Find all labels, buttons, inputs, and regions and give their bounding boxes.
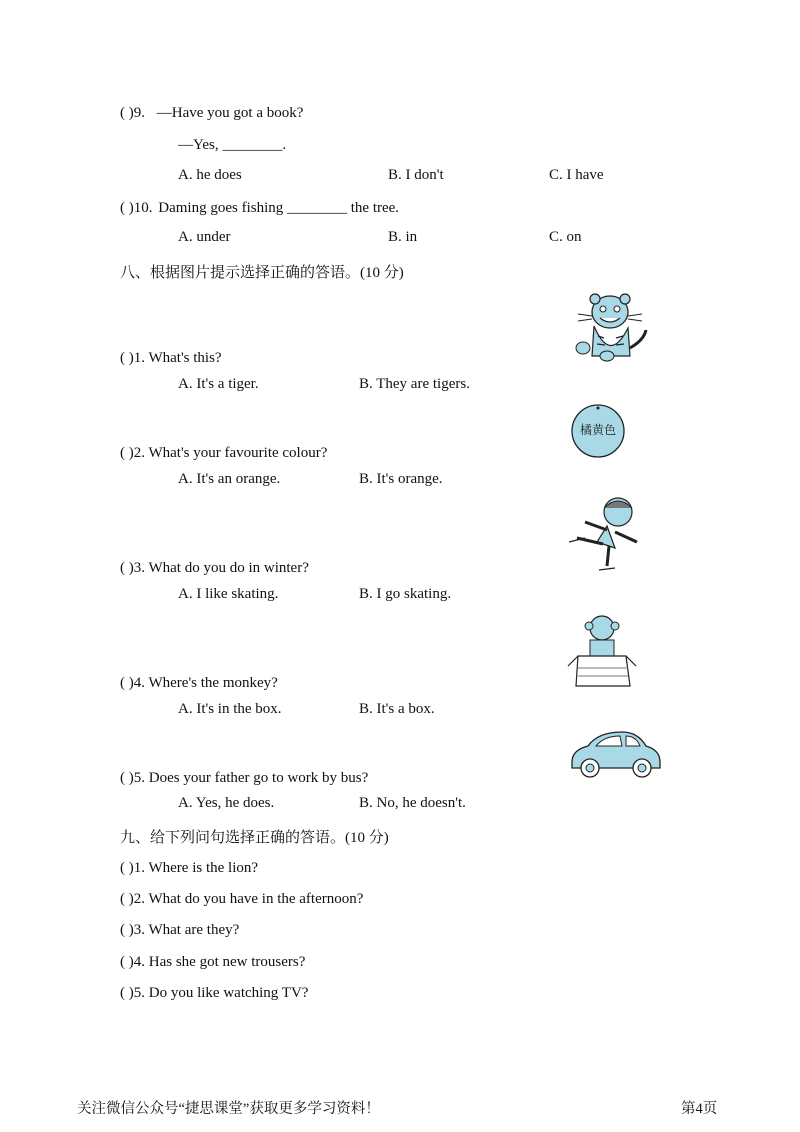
orange-picture <box>569 402 627 460</box>
q10-line <box>120 199 399 217</box>
p8-q2-line <box>120 444 327 462</box>
p8-q2-option-a: A. It's an orange. <box>178 471 281 487</box>
p8-q5-option-a: A. Yes, he does. <box>178 795 275 811</box>
p9-q5-line <box>120 984 308 1002</box>
q9-answer-line: —Yes, ________. <box>178 137 287 153</box>
p9-q5-paren: ( )5. <box>120 985 145 1001</box>
q9-text: —Have you got a book? <box>156 105 304 121</box>
part9-heading: 九、给下列问句选择正确的答语。(10 分) <box>120 830 389 846</box>
p9-q5-text: Do you like watching TV? <box>148 985 309 1001</box>
skater-picture <box>563 492 645 572</box>
p8-q2-text: What's your favourite colour? <box>148 445 328 461</box>
tiger-picture <box>570 290 650 365</box>
orange-picture-label: 橘黄色 <box>579 423 617 437</box>
monkey-box-picture <box>566 610 638 688</box>
p8-q5-paren: ( )5. <box>120 770 145 786</box>
p9-q4-text: Has she got new trousers? <box>148 954 306 970</box>
q9-option-b: B. I don't <box>388 167 444 183</box>
p8-q4-option-b: B. It's a box. <box>359 701 435 717</box>
p9-q1-text: Where is the lion? <box>148 860 259 876</box>
p8-q4-text: Where's the monkey? <box>148 675 278 691</box>
part8-heading: 八、根据图片提示选择正确的答语。(10 分) <box>120 265 404 281</box>
p9-q1-line <box>120 859 258 877</box>
p8-q2-paren: ( )2. <box>120 445 145 461</box>
q10-text: Daming goes fishing ________ the tree. <box>158 200 400 216</box>
p9-q1-paren: ( )1. <box>120 860 145 876</box>
p9-q2-paren: ( )2. <box>120 891 145 907</box>
p8-q4-paren: ( )4. <box>120 675 145 691</box>
p8-q5-line <box>120 769 368 787</box>
p8-q5-text: Does your father go to work by bus? <box>148 770 369 786</box>
q10-paren: ( )10. <box>120 200 153 216</box>
q10-option-a: A. under <box>178 229 231 245</box>
p8-q1-paren: ( )1. <box>120 350 145 366</box>
p8-q1-option-a: A. It's a tiger. <box>178 376 259 392</box>
p8-q3-paren: ( )3. <box>120 560 145 576</box>
p9-q3-line <box>120 921 239 939</box>
p8-q1-option-b: B. They are tigers. <box>359 376 470 392</box>
p9-q3-text: What are they? <box>148 922 240 938</box>
q9-option-a: A. he does <box>178 167 242 183</box>
p9-q4-paren: ( )4. <box>120 954 145 970</box>
p8-q5-option-b: B. No, he doesn't. <box>359 795 466 811</box>
p8-q3-option-a: A. I like skating. <box>178 586 279 602</box>
p8-q1-line <box>120 349 222 367</box>
p8-q3-text: What do you do in winter? <box>148 560 309 576</box>
p9-q2-line <box>120 890 363 908</box>
q9-line <box>120 104 303 122</box>
q9-paren: ( )9. <box>120 105 145 121</box>
p8-q4-line <box>120 674 278 692</box>
p8-q3-option-b: B. I go skating. <box>359 586 452 602</box>
p9-q2-text: What do you have in the afternoon? <box>148 891 364 907</box>
p8-q3-line <box>120 559 309 577</box>
q9-option-c: C. I have <box>549 167 604 183</box>
p8-q1-text: What's this? <box>148 350 222 366</box>
footer-promo-text: 关注微信公众号“捷思课堂”获取更多学习资料！ <box>77 1101 380 1117</box>
q10-option-b: B. in <box>388 229 418 245</box>
page-number: 第4页 <box>681 1101 718 1117</box>
car-picture <box>566 728 664 780</box>
q10-option-c: C. on <box>549 229 582 245</box>
p8-q2-option-b: B. It's orange. <box>359 471 443 487</box>
p9-q4-line <box>120 953 305 971</box>
p8-q4-option-a: A. It's in the box. <box>178 701 282 717</box>
p9-q3-paren: ( )3. <box>120 922 145 938</box>
